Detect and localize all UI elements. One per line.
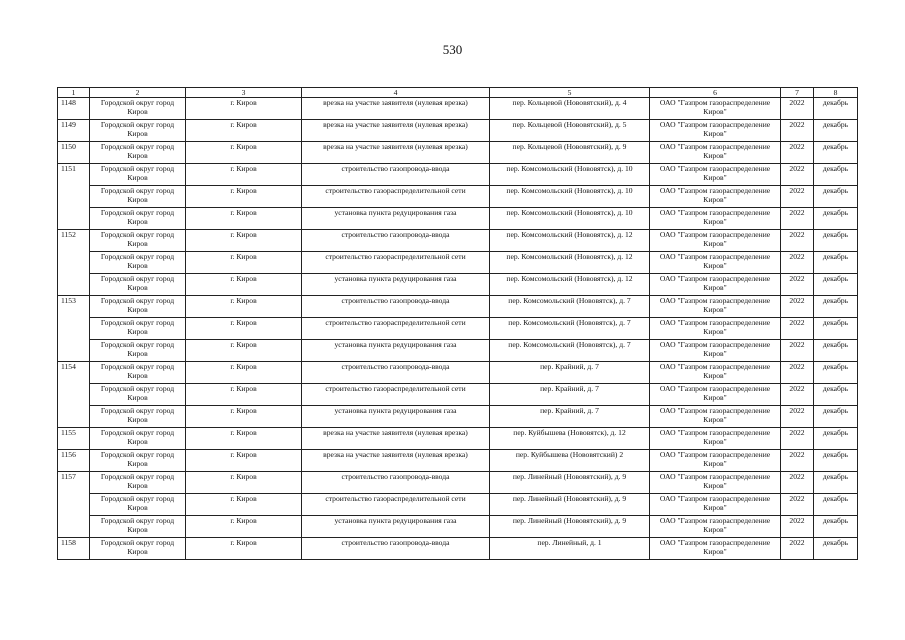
- year-cell: 2022: [781, 384, 814, 406]
- header-col-6: 6: [650, 88, 781, 98]
- work-type-cell: строительство газопровода-ввода: [302, 472, 490, 494]
- month-cell: декабрь: [814, 186, 858, 208]
- locality-cell: г. Киров: [186, 120, 302, 142]
- municipality-cell: Городской округ город Киров: [90, 98, 186, 120]
- table-row: [58, 230, 858, 252]
- address-cell: пер. Комсомольский (Нововятск), д. 12: [490, 274, 650, 296]
- organization-cell: ОАО "Газпром газораспределение Киров": [650, 296, 781, 318]
- municipality-cell: Городской округ город Киров: [90, 472, 186, 494]
- locality-cell: г. Киров: [186, 296, 302, 318]
- year-cell: 2022: [781, 252, 814, 274]
- year-cell: 2022: [781, 450, 814, 472]
- municipality-cell: Городской округ город Киров: [90, 516, 186, 538]
- work-type-cell: строительство газораспределительной сети: [302, 318, 490, 340]
- month-cell: декабрь: [814, 384, 858, 406]
- organization-cell: ОАО "Газпром газораспределение Киров": [650, 406, 781, 428]
- locality-cell: г. Киров: [186, 186, 302, 208]
- organization-cell: ОАО "Газпром газораспределение Киров": [650, 494, 781, 516]
- organization-cell: ОАО "Газпром газораспределение Киров": [650, 384, 781, 406]
- year-cell: 2022: [781, 98, 814, 120]
- month-cell: декабрь: [814, 340, 858, 362]
- work-type-cell: строительство газораспределительной сети: [302, 384, 490, 406]
- table-row: [58, 450, 858, 472]
- locality-cell: г. Киров: [186, 538, 302, 560]
- month-cell: декабрь: [814, 208, 858, 230]
- row-number-cell: 1156: [58, 450, 90, 472]
- municipality-cell: Городской округ город Киров: [90, 208, 186, 230]
- locality-cell: г. Киров: [186, 406, 302, 428]
- row-number-cell: 1155: [58, 428, 90, 450]
- table-row: [58, 538, 858, 560]
- table-row: [58, 208, 858, 230]
- row-number-cell: 1149: [58, 120, 90, 142]
- year-cell: 2022: [781, 472, 814, 494]
- locality-cell: г. Киров: [186, 274, 302, 296]
- row-number-cell: 1152: [58, 230, 90, 296]
- organization-cell: ОАО "Газпром газораспределение Киров": [650, 516, 781, 538]
- address-cell: пер. Линейный (Нововятский), д. 9: [490, 494, 650, 516]
- month-cell: декабрь: [814, 252, 858, 274]
- organization-cell: ОАО "Газпром газораспределение Киров": [650, 274, 781, 296]
- table-row: [58, 142, 858, 164]
- work-type-cell: строительство газораспределительной сети: [302, 186, 490, 208]
- table-row: [58, 164, 858, 186]
- month-cell: декабрь: [814, 98, 858, 120]
- address-cell: пер. Крайний, д. 7: [490, 384, 650, 406]
- table-row: [58, 340, 858, 362]
- locality-cell: г. Киров: [186, 384, 302, 406]
- month-cell: декабрь: [814, 164, 858, 186]
- address-cell: пер. Кольцевой (Нововятский), д. 4: [490, 98, 650, 120]
- table-row: [58, 494, 858, 516]
- organization-cell: ОАО "Газпром газораспределение Киров": [650, 340, 781, 362]
- address-cell: пер. Куйбышева (Нововятский) 2: [490, 450, 650, 472]
- organization-cell: ОАО "Газпром газораспределение Киров": [650, 98, 781, 120]
- address-cell: пер. Комсомольский (Нововятск), д. 12: [490, 230, 650, 252]
- locality-cell: г. Киров: [186, 98, 302, 120]
- row-number-cell: 1157: [58, 472, 90, 538]
- row-number-cell: 1153: [58, 296, 90, 362]
- locality-cell: г. Киров: [186, 428, 302, 450]
- work-type-cell: врезка на участке заявителя (нулевая врезка): [302, 450, 490, 472]
- organization-cell: ОАО "Газпром газораспределение Киров": [650, 362, 781, 384]
- header-col-7: 7: [781, 88, 814, 98]
- municipality-cell: Городской округ город Киров: [90, 252, 186, 274]
- table-row: [58, 318, 858, 340]
- organization-cell: ОАО "Газпром газораспределение Киров": [650, 252, 781, 274]
- year-cell: 2022: [781, 164, 814, 186]
- work-type-cell: врезка на участке заявителя (нулевая врезка): [302, 142, 490, 164]
- month-cell: декабрь: [814, 494, 858, 516]
- organization-cell: ОАО "Газпром газораспределение Киров": [650, 428, 781, 450]
- address-cell: пер. Комсомольский (Нововятск), д. 7: [490, 296, 650, 318]
- work-type-cell: врезка на участке заявителя (нулевая врезка): [302, 428, 490, 450]
- month-cell: декабрь: [814, 472, 858, 494]
- header-col-2: 2: [90, 88, 186, 98]
- organization-cell: ОАО "Газпром газораспределение Киров": [650, 208, 781, 230]
- month-cell: декабрь: [814, 450, 858, 472]
- month-cell: декабрь: [814, 406, 858, 428]
- organization-cell: ОАО "Газпром газораспределение Киров": [650, 472, 781, 494]
- organization-cell: ОАО "Газпром газораспределение Киров": [650, 538, 781, 560]
- gasification-table: [57, 87, 858, 560]
- organization-cell: ОАО "Газпром газораспределение Киров": [650, 120, 781, 142]
- year-cell: 2022: [781, 406, 814, 428]
- work-type-cell: строительство газопровода-ввода: [302, 230, 490, 252]
- municipality-cell: Городской округ город Киров: [90, 230, 186, 252]
- work-type-cell: строительство газопровода-ввода: [302, 164, 490, 186]
- work-type-cell: строительство газопровода-ввода: [302, 362, 490, 384]
- year-cell: 2022: [781, 428, 814, 450]
- work-type-cell: строительство газопровода-ввода: [302, 296, 490, 318]
- year-cell: 2022: [781, 230, 814, 252]
- table-row: [58, 252, 858, 274]
- municipality-cell: Городской округ город Киров: [90, 406, 186, 428]
- table-row: [58, 428, 858, 450]
- year-cell: 2022: [781, 538, 814, 560]
- month-cell: декабрь: [814, 274, 858, 296]
- year-cell: 2022: [781, 120, 814, 142]
- work-type-cell: установка пункта редуцирования газа: [302, 406, 490, 428]
- address-cell: пер. Комсомольский (Нововятск), д. 7: [490, 340, 650, 362]
- table-row: [58, 362, 858, 384]
- locality-cell: г. Киров: [186, 362, 302, 384]
- address-cell: пер. Комсомольский (Нововятск), д. 7: [490, 318, 650, 340]
- month-cell: декабрь: [814, 142, 858, 164]
- month-cell: декабрь: [814, 516, 858, 538]
- table-row: [58, 384, 858, 406]
- row-number-cell: 1158: [58, 538, 90, 560]
- work-type-cell: установка пункта редуцирования газа: [302, 340, 490, 362]
- address-cell: пер. Крайний, д. 7: [490, 362, 650, 384]
- table-header-row: [58, 88, 858, 98]
- table-row: [58, 406, 858, 428]
- locality-cell: г. Киров: [186, 230, 302, 252]
- address-cell: пер. Комсомольский (Нововятск), д. 12: [490, 252, 650, 274]
- row-number-cell: 1154: [58, 362, 90, 428]
- municipality-cell: Городской округ город Киров: [90, 362, 186, 384]
- year-cell: 2022: [781, 142, 814, 164]
- municipality-cell: Городской округ город Киров: [90, 274, 186, 296]
- locality-cell: г. Киров: [186, 142, 302, 164]
- locality-cell: г. Киров: [186, 164, 302, 186]
- municipality-cell: Городской округ город Киров: [90, 450, 186, 472]
- month-cell: декабрь: [814, 120, 858, 142]
- locality-cell: г. Киров: [186, 516, 302, 538]
- month-cell: декабрь: [814, 538, 858, 560]
- address-cell: пер. Линейный, д. 1: [490, 538, 650, 560]
- year-cell: 2022: [781, 296, 814, 318]
- work-type-cell: врезка на участке заявителя (нулевая врезка): [302, 98, 490, 120]
- year-cell: 2022: [781, 516, 814, 538]
- work-type-cell: строительство газораспределительной сети: [302, 252, 490, 274]
- year-cell: 2022: [781, 274, 814, 296]
- month-cell: декабрь: [814, 428, 858, 450]
- header-col-8: 8: [814, 88, 858, 98]
- header-col-5: 5: [490, 88, 650, 98]
- locality-cell: г. Киров: [186, 472, 302, 494]
- municipality-cell: Городской округ город Киров: [90, 142, 186, 164]
- table-row: [58, 274, 858, 296]
- work-type-cell: установка пункта редуцирования газа: [302, 516, 490, 538]
- work-type-cell: строительство газораспределительной сети: [302, 494, 490, 516]
- address-cell: пер. Комсомольский (Нововятск), д. 10: [490, 164, 650, 186]
- municipality-cell: Городской округ город Киров: [90, 164, 186, 186]
- organization-cell: ОАО "Газпром газораспределение Киров": [650, 186, 781, 208]
- year-cell: 2022: [781, 494, 814, 516]
- table-body: [58, 88, 858, 560]
- address-cell: пер. Комсомольский (Нововятск), д. 10: [490, 186, 650, 208]
- month-cell: декабрь: [814, 296, 858, 318]
- table-row: [58, 186, 858, 208]
- month-cell: декабрь: [814, 362, 858, 384]
- locality-cell: г. Киров: [186, 208, 302, 230]
- municipality-cell: Городской округ город Киров: [90, 120, 186, 142]
- municipality-cell: Городской округ город Киров: [90, 318, 186, 340]
- municipality-cell: Городской округ город Киров: [90, 340, 186, 362]
- row-number-cell: 1151: [58, 164, 90, 230]
- locality-cell: г. Киров: [186, 340, 302, 362]
- year-cell: 2022: [781, 362, 814, 384]
- page-number: 530: [442, 42, 463, 57]
- locality-cell: г. Киров: [186, 318, 302, 340]
- work-type-cell: установка пункта редуцирования газа: [302, 208, 490, 230]
- header-col-4: 4: [302, 88, 490, 98]
- address-cell: пер. Куйбышева (Нововятск), д. 12: [490, 428, 650, 450]
- table-row: [58, 98, 858, 120]
- municipality-cell: Городской округ город Киров: [90, 494, 186, 516]
- address-cell: пер. Линейный (Нововятский), д. 9: [490, 472, 650, 494]
- year-cell: 2022: [781, 318, 814, 340]
- work-type-cell: врезка на участке заявителя (нулевая врезка): [302, 120, 490, 142]
- organization-cell: ОАО "Газпром газораспределение Киров": [650, 164, 781, 186]
- organization-cell: ОАО "Газпром газораспределение Киров": [650, 230, 781, 252]
- header-col-3: 3: [186, 88, 302, 98]
- locality-cell: г. Киров: [186, 252, 302, 274]
- address-cell: пер. Комсомольский (Нововятск), д. 10: [490, 208, 650, 230]
- month-cell: декабрь: [814, 230, 858, 252]
- work-type-cell: установка пункта редуцирования газа: [302, 274, 490, 296]
- table-row: [58, 120, 858, 142]
- address-cell: пер. Линейный (Нововятский), д. 9: [490, 516, 650, 538]
- row-number-cell: 1150: [58, 142, 90, 164]
- table-row: [58, 516, 858, 538]
- address-cell: пер. Кольцевой (Нововятский), д. 5: [490, 120, 650, 142]
- table-row: [58, 472, 858, 494]
- municipality-cell: Городской округ город Киров: [90, 538, 186, 560]
- organization-cell: ОАО "Газпром газораспределение Киров": [650, 450, 781, 472]
- work-type-cell: строительство газопровода-ввода: [302, 538, 490, 560]
- municipality-cell: Городской округ город Киров: [90, 384, 186, 406]
- year-cell: 2022: [781, 186, 814, 208]
- address-cell: пер. Крайний, д. 7: [490, 406, 650, 428]
- address-cell: пер. Кольцевой (Нововятский), д. 9: [490, 142, 650, 164]
- locality-cell: г. Киров: [186, 494, 302, 516]
- municipality-cell: Городской округ город Киров: [90, 296, 186, 318]
- municipality-cell: Городской округ город Киров: [90, 186, 186, 208]
- row-number-cell: 1148: [58, 98, 90, 120]
- year-cell: 2022: [781, 340, 814, 362]
- month-cell: декабрь: [814, 318, 858, 340]
- municipality-cell: Городской округ город Киров: [90, 428, 186, 450]
- table-row: [58, 296, 858, 318]
- organization-cell: ОАО "Газпром газораспределение Киров": [650, 318, 781, 340]
- locality-cell: г. Киров: [186, 450, 302, 472]
- header-col-1: 1: [58, 88, 90, 98]
- year-cell: 2022: [781, 208, 814, 230]
- organization-cell: ОАО "Газпром газораспределение Киров": [650, 142, 781, 164]
